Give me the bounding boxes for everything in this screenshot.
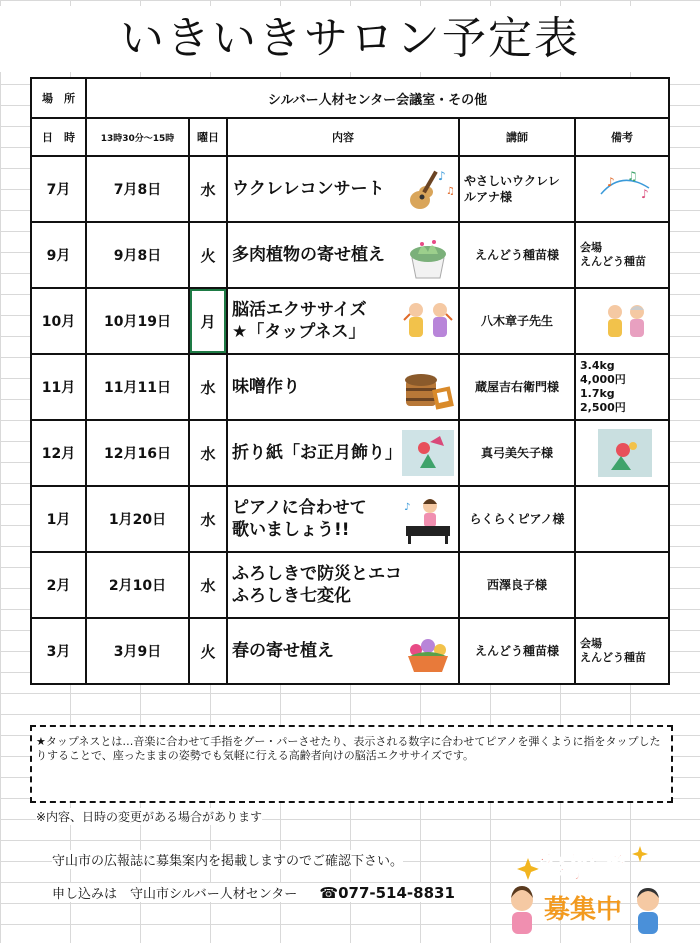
weekday-cell[interactable]: 水 (189, 552, 227, 618)
weekday-label[interactable]: 曜日 (189, 118, 227, 156)
woman-icon (511, 886, 533, 934)
month-cell[interactable]: 12月 (31, 420, 86, 486)
date-label[interactable]: 日 時 (31, 118, 86, 156)
schedule-row (31, 486, 669, 552)
note-line: 会場 (580, 241, 602, 254)
note-cell[interactable] (575, 618, 669, 684)
content-line: 歌いましょう!! (232, 520, 350, 540)
content-line: 多肉植物の寄せ植え (232, 245, 385, 265)
footnote-text: ★タップネスとは…音楽に合わせて手指をグー・パーさせたり、表示される数字に合わせてピアノを弾くように指をタップしたりすることで、座ったままの姿勢でも気軽に行える高齢者向けの脳活エクササイズです。 (36, 735, 661, 762)
schedule-row (31, 618, 669, 684)
teacher-cell[interactable]: 西澤良子様 (459, 552, 575, 618)
teacher-cell[interactable]: えんどう種苗様 (459, 222, 575, 288)
note-cell[interactable] (575, 354, 669, 420)
note-line: 3.4kg (580, 359, 615, 372)
date-cell[interactable]: 10月19日 (86, 288, 189, 354)
content-cell[interactable] (227, 288, 459, 354)
teacher-cell[interactable]: らくらくピアノ様 (459, 486, 575, 552)
badge-line1: 参加者 (536, 851, 626, 886)
content-label[interactable]: 内容 (227, 118, 459, 156)
note-cell[interactable] (575, 156, 669, 222)
content-line: 脳活エクササイズ (232, 300, 367, 320)
content-cell[interactable] (227, 354, 459, 420)
flower-pot-icon (400, 626, 456, 676)
tapness-footnote (30, 725, 673, 803)
schedule-row (31, 354, 669, 420)
weekday-cell[interactable]: 火 (189, 618, 227, 684)
schedule-table (30, 77, 670, 685)
notes-label[interactable]: 備考 (575, 118, 669, 156)
date-cell[interactable]: 1月20日 (86, 486, 189, 552)
date-cell[interactable]: 7月8日 (86, 156, 189, 222)
phone-icon: ☎ (319, 884, 339, 902)
succulent-icon (400, 230, 456, 280)
pr-note: 守山市の広報誌に募集案内を掲載しますのでご確認下さい。 (52, 850, 403, 869)
apply-label: 申し込みは 守山市シルバー人材センター (52, 887, 298, 902)
weekday-cell[interactable]: 火 (189, 222, 227, 288)
date-cell[interactable]: 3月9日 (86, 618, 189, 684)
content-line: 味噌作り (232, 377, 300, 397)
svg-text:♫: ♫ (627, 169, 638, 183)
note-line: 2,500円 (580, 401, 626, 414)
exercise-people-icon (400, 296, 456, 346)
teacher-cell[interactable]: 蔵屋吉右衛門様 (459, 354, 575, 420)
date-cell[interactable]: 12月16日 (86, 420, 189, 486)
place-label[interactable]: 場 所 (31, 78, 86, 118)
page-title: いきいきサロン予定表 (0, 6, 700, 72)
month-cell[interactable]: 11月 (31, 354, 86, 420)
place-row (31, 78, 669, 118)
schedule-row (31, 552, 669, 618)
apply-line (52, 883, 455, 902)
svg-text:♫: ♫ (446, 186, 455, 197)
date-cell[interactable]: 9月8日 (86, 222, 189, 288)
note-line: えんどう種苗 (580, 255, 646, 268)
recruiting-badge (500, 838, 668, 938)
note-cell[interactable] (575, 288, 669, 354)
schedule-row (31, 156, 669, 222)
man-icon (637, 888, 659, 934)
note-cell[interactable] (575, 222, 669, 288)
content-line: ★「タップネス」 (232, 322, 366, 342)
date-cell[interactable]: 11月11日 (86, 354, 189, 420)
note-cell[interactable] (575, 420, 669, 486)
content-cell[interactable] (227, 222, 459, 288)
teacher-cell[interactable]: 八木章子先生 (459, 288, 575, 354)
svg-text:♪: ♪ (607, 175, 615, 189)
change-note: ※内容、日時の変更がある場合があります (36, 810, 263, 824)
seniors-exercise-icon (590, 296, 660, 346)
schedule-row (31, 288, 669, 354)
header-row (31, 118, 669, 156)
time-label[interactable]: 13時30分～15時 (86, 118, 189, 156)
weekday-cell[interactable]: 月 (189, 288, 227, 354)
note-line: 会場 (580, 637, 602, 650)
note-cell[interactable] (575, 486, 669, 552)
svg-text:♪: ♪ (404, 502, 411, 513)
content-cell[interactable] (227, 486, 459, 552)
origami-icon (400, 428, 456, 478)
weekday-cell[interactable]: 水 (189, 354, 227, 420)
music-notes-icon (590, 164, 660, 214)
svg-text:♪: ♪ (438, 169, 446, 183)
content-line: ふろしき七変化 (232, 586, 351, 606)
content-line: ふろしきで防災とエコ (232, 564, 402, 584)
month-cell[interactable]: 9月 (31, 222, 86, 288)
note-cell[interactable] (575, 552, 669, 618)
phone-number[interactable]: 077-514-8831 (338, 884, 455, 902)
content-cell[interactable] (227, 420, 459, 486)
month-cell[interactable]: 10月 (31, 288, 86, 354)
schedule-row (31, 222, 669, 288)
weekday-cell[interactable]: 水 (189, 420, 227, 486)
content-line: ウクレレコンサート (232, 179, 385, 199)
note-line: 4,000円 (580, 373, 626, 386)
content-line: ピアノに合わせて (232, 498, 367, 518)
note-line: 1.7kg (580, 387, 615, 400)
origami-photo-icon (590, 428, 660, 478)
teacher-cell[interactable]: やさしいウクレレルアナ様 (459, 156, 575, 222)
piano-icon (400, 494, 456, 544)
content-cell[interactable] (227, 156, 459, 222)
guitar-icon (400, 164, 456, 214)
schedule-row (31, 420, 669, 486)
teacher-cell[interactable]: えんどう種苗様 (459, 618, 575, 684)
note-line: えんどう種苗 (580, 651, 646, 664)
weekday-cell[interactable]: 水 (189, 156, 227, 222)
content-line: 折り紙「お正月飾り」 (232, 443, 402, 463)
badge-line2: 募集中 (544, 895, 623, 925)
svg-text:♪: ♪ (641, 187, 649, 201)
content-cell[interactable] (227, 618, 459, 684)
teacher-cell[interactable]: 真弓美矢子様 (459, 420, 575, 486)
month-cell[interactable]: 7月 (31, 156, 86, 222)
month-cell[interactable]: 3月 (31, 618, 86, 684)
miso-barrel-icon (400, 362, 456, 412)
content-cell[interactable] (227, 552, 459, 618)
content-line: 春の寄せ植え (232, 641, 334, 661)
teacher-label[interactable]: 講師 (459, 118, 575, 156)
place-value[interactable]: シルバー人材センター会議室・その他 (86, 78, 669, 118)
weekday-cell[interactable]: 水 (189, 486, 227, 552)
month-cell[interactable]: 1月 (31, 486, 86, 552)
month-cell[interactable]: 2月 (31, 552, 86, 618)
date-cell[interactable]: 2月10日 (86, 552, 189, 618)
